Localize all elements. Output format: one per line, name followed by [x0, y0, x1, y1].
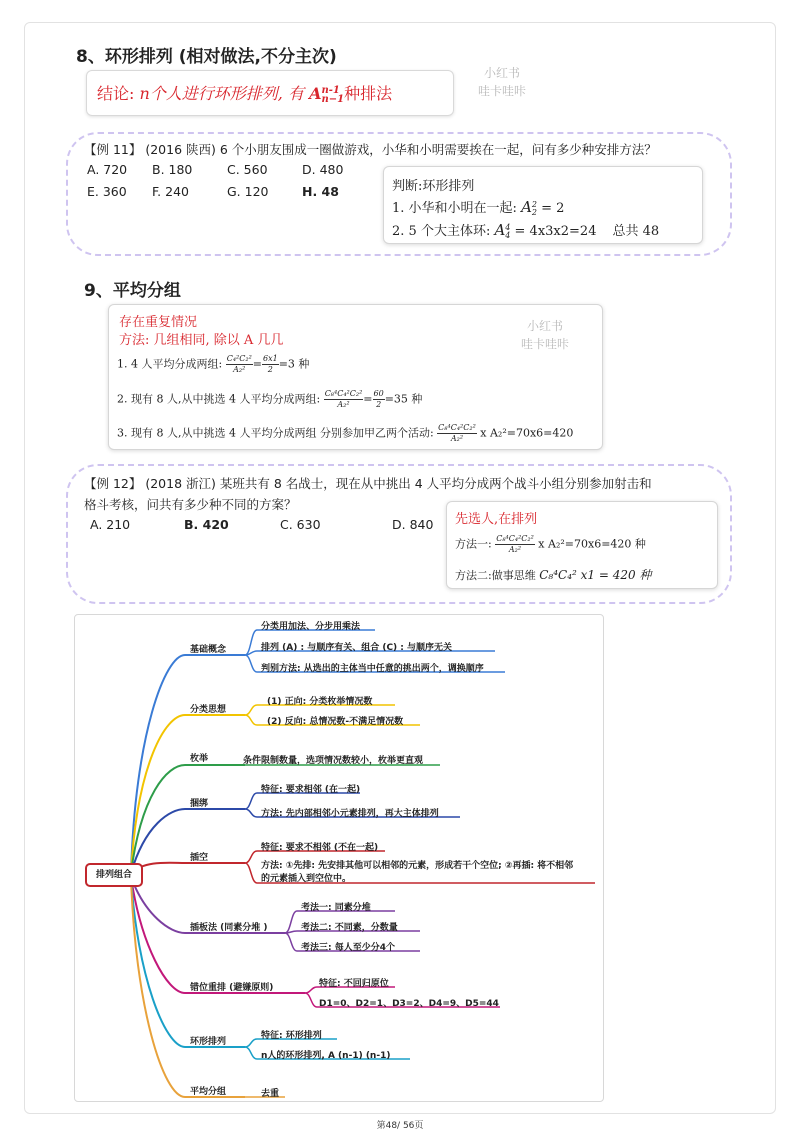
line1-eq: = 2 [537, 201, 565, 216]
branch-meiju: 枚举 [190, 754, 209, 764]
method1-result: x A₂²=70x6=420 种 [534, 537, 646, 551]
branch-pingjun: 平均分组 [190, 1087, 227, 1097]
page-number: 第48/ 56页 [376, 1121, 424, 1131]
branch-jichu: 基础概念 [190, 645, 227, 655]
watermark-line: 小红书 [526, 319, 563, 333]
option-a-12: A. 210 [90, 517, 131, 532]
branch-kunbang: 捆绑 [190, 799, 209, 809]
item1-result: =3 种 [278, 357, 310, 371]
item2-frac-den: A₂² [337, 400, 350, 409]
branch-line-fenlei [131, 715, 245, 873]
branch-chaban: 插板法 (同素分堆 ) [190, 923, 268, 933]
option-g: G. 120 [227, 184, 269, 199]
line1-sup: 2 [531, 199, 537, 209]
item2-text: 2. 现有 8 人,从中挑选 4 人平均分成两组: [117, 392, 324, 406]
conclusion-box [86, 70, 454, 116]
conclusion-A: A [309, 84, 322, 103]
option-c: C. 560 [227, 162, 268, 177]
item2-result: =35 种 [384, 392, 423, 406]
answer-line-1 [392, 197, 564, 217]
example-12-answer-box [446, 501, 718, 589]
leaf: 考法一: 同素分堆 [301, 903, 371, 913]
mindmap-frame [74, 614, 604, 1102]
example-12-question-line1: 【例 12】 (2018 浙江) 某班共有 8 名战士，现在从中挑出 4 人平均分成两个战斗小组分别参加射击和 [84, 476, 652, 491]
option-a: A. 720 [87, 162, 128, 177]
leaf: D1=0、D2=1、D3=2、D4=9、D5=44 [319, 999, 499, 1009]
leaf: 方法: 先内部相邻小元素排列，再大主体排列 [261, 809, 439, 819]
option-d-12: D. 840 [392, 517, 434, 532]
section-9-title: 9、平均分组 [84, 281, 181, 301]
watermark-line: 哇卡哇咔 [477, 84, 526, 98]
watermark-1 [470, 64, 534, 100]
method1-label: 方法一: [455, 537, 496, 551]
leaf: 特征: 环形排列 [261, 1031, 322, 1041]
option-d: D. 480 [302, 162, 344, 177]
conclusion-prefix: 结论: [97, 84, 140, 103]
item1-frac-den: A₂² [233, 365, 246, 374]
line2-sup: 4 [505, 222, 511, 232]
item1-eq-num: 6x1 [263, 354, 278, 363]
grouping-item-1: 1. 4 人平均分成两组: $\frac{\text{C₄²C₂²}}{\text{A₂²}}$ = $\frac{6x1}{2}$ =3 种 [117, 354, 310, 374]
section-8-title: 8、环形排列 (相对做法,不分主次) [76, 47, 337, 67]
line2-text: 2. 5 个大主体环: [392, 224, 495, 239]
method2-label: 方法二:做事思维 [455, 569, 540, 582]
option-c-12: C. 630 [280, 517, 321, 532]
method2-math: C₈⁴C₄² x1 = 420 种 [539, 568, 652, 582]
leaf: 去重 [261, 1089, 280, 1099]
watermark-2 [513, 317, 577, 353]
conclusion-sup: n-1 [321, 84, 340, 96]
leaf: 排列 (A) : 与顺序有关、组合 (C) : 与顺序无关 [261, 643, 453, 653]
watermark-line: 哇卡哇咔 [520, 337, 569, 351]
option-h: H. 48 [302, 184, 339, 199]
leaf: 考法二: 不同素，分数量 [301, 923, 398, 933]
mindmap-root: 排列组合 [85, 863, 143, 887]
option-f: F. 240 [152, 184, 189, 199]
option-b: B. 180 [152, 162, 193, 177]
line1-math: A [521, 198, 532, 216]
branch-cuowei: 错位重排 (避嫌原则) [190, 983, 274, 993]
item3-frac-den: A₂² [450, 434, 464, 443]
branch-line-meiju [131, 765, 245, 873]
grouping-item-3 [117, 423, 573, 444]
section-9-box-title: 存在重复情况 [119, 315, 198, 330]
line1-text: 1. 小华和小明在一起: [392, 201, 522, 216]
leaf: 特征: 要求相邻 (在一起) [261, 785, 361, 795]
item1-eq-den: 2 [267, 365, 273, 374]
item3-result: x A₂²=70x6=420 [476, 426, 574, 440]
leaf: 考法三: 每人至少分4个 [301, 943, 395, 953]
method-2 [455, 566, 651, 583]
line2-math: A [494, 221, 506, 239]
item3-frac-num: C₈⁴C₄²C₂² [438, 423, 476, 432]
leaf: 的元素插入到空位中。 [261, 874, 352, 884]
leaf: (2) 反向: 总情况数-不满足情况数 [267, 717, 404, 727]
leaf: 方法: ①先排: 先安排其他可以相邻的元素，形成若干个空位; ②再插: 将不相邻 [261, 861, 574, 871]
line2-sub: 4 [505, 230, 511, 240]
leaf: 分类用加法、分步用乘法 [261, 622, 361, 632]
leaf: (1) 正向: 分类枚举情况数 [267, 697, 373, 707]
example-11-question: 【例 11】 (2016 陕西) 6 个小朋友围成一圈做游戏，小华和小明需要挨在一起，问有多少种安排方法？ [84, 142, 657, 157]
item2-frac-num: C₈⁴C₄²C₂² [324, 389, 363, 398]
answer-title: 判断:环形排列 [392, 179, 475, 194]
answer-12-title: 先选人,在排列 [455, 512, 538, 527]
branch-huanxing: 环形排列 [190, 1037, 227, 1047]
branch-chakong: 插空 [190, 853, 209, 863]
branch-line-chakong [131, 863, 245, 873]
line2-eq: = 4x3x2=24 [510, 224, 597, 239]
method1-frac-den: A₂² [508, 545, 522, 554]
example-11-answer-box [383, 166, 703, 244]
leaf: 判别方法: 从选出的主体当中任意的挑出两个，调换顺序 [261, 664, 484, 674]
section-9-box-method: 方法: 几组相同, 除以 A 几几 [119, 333, 284, 348]
item1-frac-num: C₄²C₂² [226, 354, 252, 363]
example-12-question-line2: 格斗考核，问共有多少种不同的方案？ [84, 497, 297, 512]
line1-sub: 2 [531, 207, 537, 217]
conclusion-suffix: 种排法 [344, 84, 393, 103]
item1-text: 1. 4 人平均分成两组: [117, 357, 226, 371]
branch-fenlei: 分类思想 [190, 705, 227, 715]
conclusion-text: n个人进行环形排列, 有 [139, 84, 310, 103]
branch-line-cuowei [131, 877, 305, 993]
watermark-line: 小红书 [483, 66, 520, 80]
method1-frac-num: C₈⁴C₄²C₂² [496, 534, 534, 543]
method-1 [455, 534, 646, 555]
answer-line-2 [392, 220, 659, 240]
leaf: n人的环形排列, A (n-1) (n-1) [261, 1051, 391, 1061]
leaf: 条件限制数量，选项情况数较小，枚举更直观 [243, 756, 424, 766]
conclusion-sub: n−1 [321, 93, 345, 105]
item3-text: 3. 现有 8 人,从中挑选 4 人平均分成两组 分别参加甲乙两个活动: [117, 426, 438, 440]
grouping-item-2: 2. 现有 8 人,从中挑选 4 人平均分成两组: $\frac{\text{C₈⁴C₄²C₂²}}{\text{A₂²}}$ = $\frac{60}{2}$ =35 种 [117, 389, 423, 409]
option-b-12: B. 420 [184, 517, 229, 532]
item2-eq-den: 2 [376, 400, 382, 409]
line2-total: 总共 48 [612, 224, 660, 239]
section-9-box [108, 304, 603, 450]
item2-eq-num: 60 [373, 389, 384, 398]
leaf: 特征: 要求不相邻 (不在一起) [261, 843, 379, 853]
option-e: E. 360 [87, 184, 127, 199]
leaf: 特征: 不回归原位 [319, 979, 389, 989]
